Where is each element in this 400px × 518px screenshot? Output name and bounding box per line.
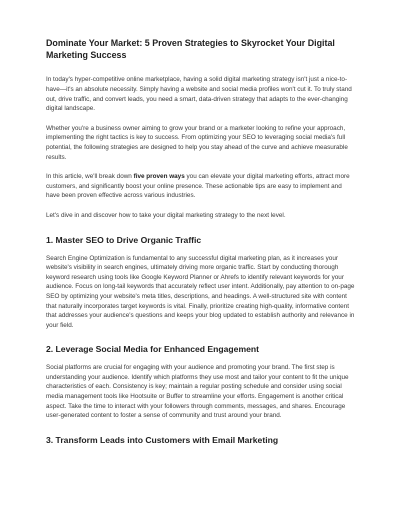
intro-paragraph-3-start: In this article, we'll break down [46,173,134,181]
intro-paragraph-1: In today's hyper-competitive online marketplace, having a solid digital marketing strategy isn't just a nice-to-have—it's an absolute necessity. Simply having a website and social media profiles won't cut it. To truly stand out, drive traffic, and convert leads, you need a smart, data-driven strategy that adapts to the ever-changing digital landscape. [46,76,352,113]
intro-paragraph-4: Let's dive in and discover how to take your digital marketing strategy to the next level. [46,211,286,219]
section-heading-social-media: 2. Leverage Social Media for Enhanced Engagement [46,344,259,355]
intro-paragraph-3 [46,172,356,201]
intro-paragraph-3-end: you can elevate your digital marketing efforts, attract more customers, and significantly boost your online presence. These actionable tips are easy to implement and have been proven effective across various industries. [46,173,350,200]
section-body-seo: Search Engine Optimization is fundamental to any successful digital marketing plan, as it increases your website's visibility in search engines, ultimately driving more organic traffic. Start by conducting thorough keyword research using tools like Google Keyword Planner or Ahrefs to identify relevant keywords for your audience. Focus on long-tail keywords that accurately reflect user intent. Additionally, pay attention to on-page SEO by optimizing your website's meta titles, descriptions, and headings. A well-structured site with content that naturally incorporates target keywords is vital. Finally, prioritize creating high-quality, informative content that addresses your audience's questions and keeps your blog updated to establish authority and relevance in your field. [46,254,355,329]
section-heading-email-marketing: 3. Transform Leads into Customers with Email Marketing [46,434,279,445]
section-heading-seo: 1. Master SEO to Drive Organic Traffic [46,234,202,245]
intro-paragraph-2: Whether you're a business owner aiming to grow your brand or a marketer looking to refine your approach, implementing the right tactics is key to success. From optimizing your SEO to leveraging social media's full potential, the following strategies are designed to help you stay ahead of the curve and achieve measurable results. [46,124,348,161]
intro-highlight: five proven ways [133,173,185,181]
section-body-social-media: Social platforms are crucial for engaging with your audience and promoting your brand. The first step is understanding your audience. Identify which platforms they use most and tailor your content to fit the unique characteristics of each. Consistency is key; maintain a regular posting schedule and consider using social media management tools like Hootsuite or Buffer to streamline your efforts. Engagement is another critical aspect. Take the time to interact with your followers through comments, messages, and shares. Encourage user-generated content to foster a sense of community and trust around your brand. [46,364,349,420]
article-title: Dominate Your Market: 5 Proven Strategies to Skyrocket Your Digital Marketing Success [46,38,335,61]
